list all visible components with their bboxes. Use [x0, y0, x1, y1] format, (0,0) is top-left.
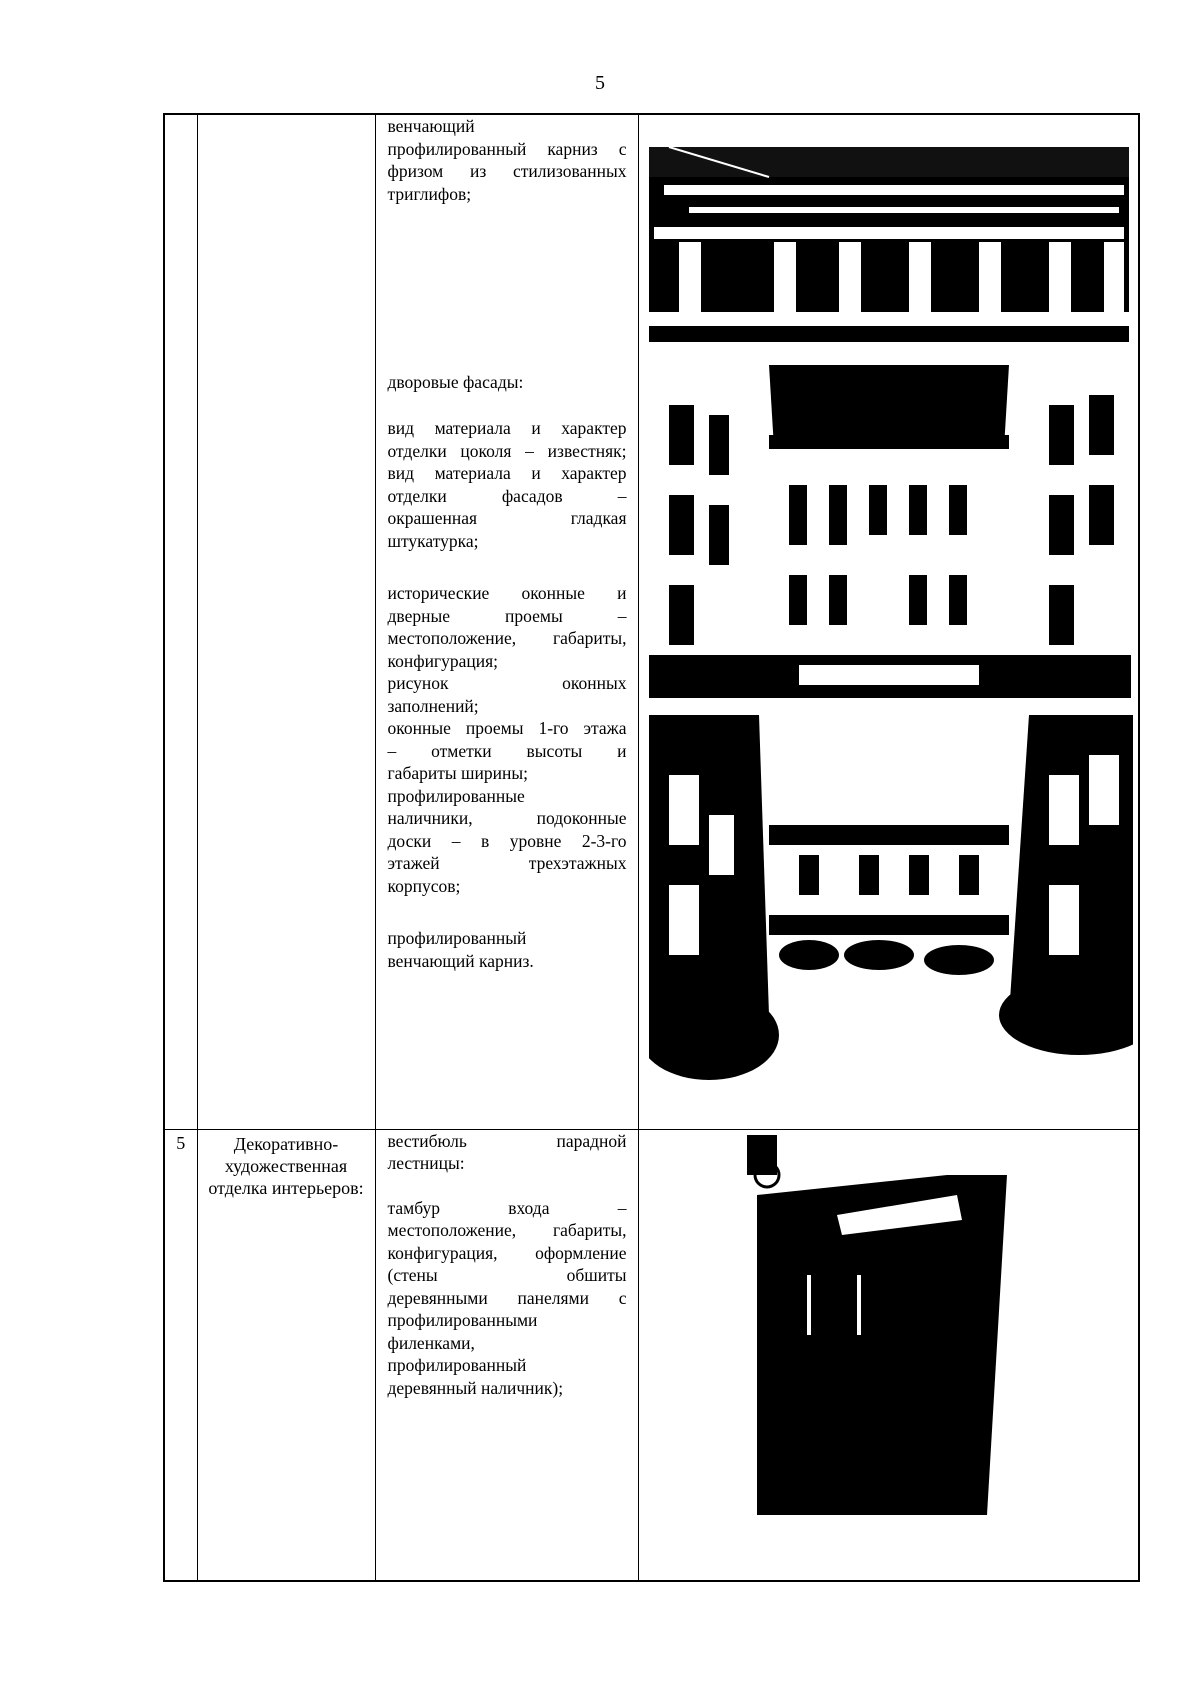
text-line: окрашенная гладкая [387, 508, 627, 528]
text-line: фризом из стилизованных [387, 161, 627, 181]
text-line: исторические оконные и [387, 583, 627, 603]
description-cell [375, 1129, 638, 1581]
text-line: конфигурация; [387, 650, 499, 671]
text-block-materials [388, 417, 627, 552]
text-line: заполнений; [387, 695, 479, 716]
text-line: филенками, [387, 1332, 475, 1353]
text-line: доски – в уровне 2-3-го [387, 830, 627, 851]
text-block-cornice [388, 115, 627, 205]
text-line: (стены обшиты [387, 1265, 627, 1285]
text-line: вид материала и характер [387, 463, 627, 483]
text-line: местоположение, габариты, [387, 628, 627, 648]
text-line: триглифов; [387, 183, 472, 204]
table-row [164, 114, 1139, 1129]
courtyard-facade-photo-1 [649, 365, 1131, 698]
text-line: вестибюль парадной [387, 1130, 627, 1151]
text-line: вид материала и характер [387, 418, 627, 438]
text-line: лестницы: [387, 1153, 465, 1173]
section-title-cell [197, 114, 375, 1129]
text-line: профилированные [387, 785, 525, 806]
text-line: венчающий карниз. [387, 950, 534, 971]
text-line: наличники, подоконные [387, 808, 627, 828]
cornice-facade-photo [649, 147, 1129, 342]
text-line: венчающий [387, 116, 475, 136]
text-line: дворовые фасады: [387, 372, 524, 392]
photo-cell [638, 1129, 1139, 1581]
text-line: деревянный наличник); [387, 1377, 564, 1398]
text-block-top-cornice [388, 927, 627, 972]
text-block-openings [388, 582, 627, 897]
text-line: профилированными [387, 1310, 538, 1330]
text-block-vestibule [388, 1130, 627, 1175]
text-line: дверные проемы – [387, 605, 627, 626]
text-line: габариты ширины; [387, 763, 528, 783]
text-line: корпусов; [387, 875, 461, 896]
text-line: деревянными панелями с [387, 1287, 627, 1308]
text-line: этажей трехэтажных [387, 853, 627, 873]
row-number-cell: 5 [164, 1129, 197, 1581]
text-line: отделки цоколя – известняк; [387, 440, 627, 461]
text-line: местоположение, габариты, [387, 1220, 627, 1240]
text-line: рисунок оконных [387, 673, 627, 693]
text-line: тамбур входа – [387, 1197, 627, 1218]
page-number: 5 [595, 72, 605, 94]
row-number-cell [164, 114, 197, 1129]
text-line: отделки фасадов – [387, 485, 627, 506]
text-block-courtyard-heading [388, 371, 627, 394]
text-line: профилированный [387, 928, 527, 948]
text-line: профилированный [387, 1355, 527, 1375]
courtyard-facade-photo-2 [649, 715, 1133, 1108]
text-line: оконные проемы 1-го этажа [387, 718, 627, 738]
monument-features-table [163, 113, 1140, 1582]
text-line: – отметки высоты и [387, 740, 627, 761]
description-cell [375, 114, 638, 1129]
text-line: конфигурация, оформление [387, 1242, 627, 1263]
photo-cell [638, 114, 1139, 1129]
text-line: штукатурка; [387, 530, 479, 551]
text-line: профилированный карниз с [387, 138, 627, 159]
table-row [164, 1129, 1139, 1581]
entrance-vestibule-photo [747, 1135, 1037, 1515]
text-block-vestibule-details [388, 1197, 627, 1400]
section-title-cell: Декоративно-художественная отделка интерьеров: [197, 1129, 375, 1581]
